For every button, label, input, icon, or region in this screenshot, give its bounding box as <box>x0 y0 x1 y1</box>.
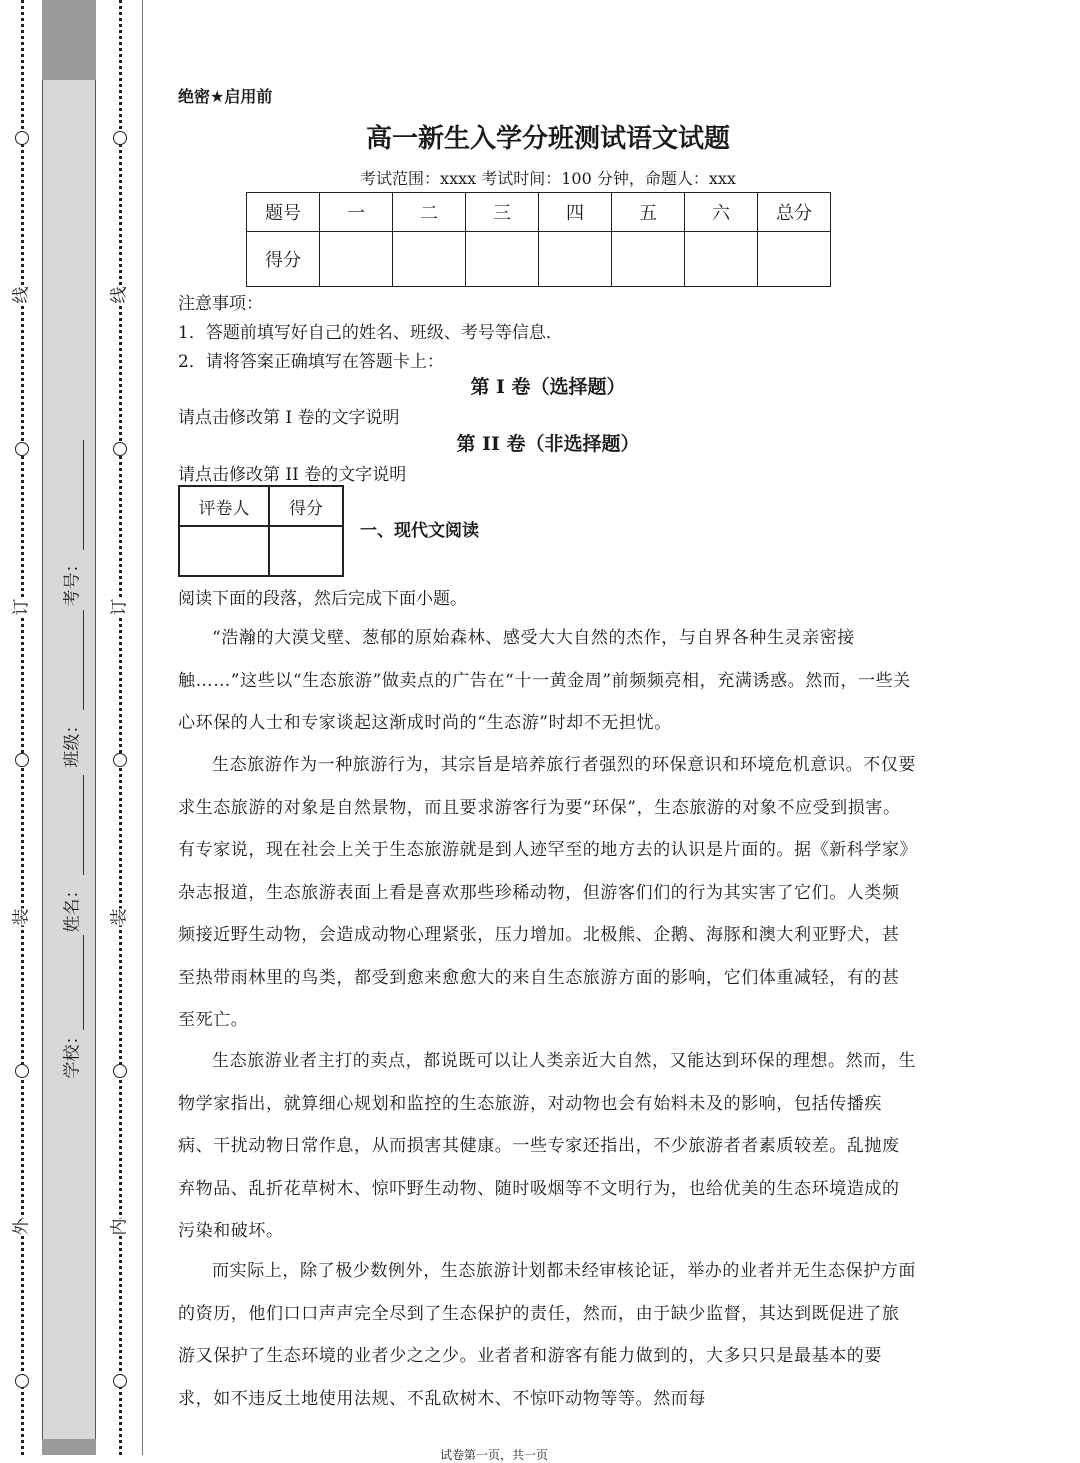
outer-label-wai: 外 <box>11 1218 32 1236</box>
field-class: 班级： <box>62 716 83 768</box>
outer-label-zhuang: 装 <box>11 908 32 926</box>
grader-score-cell[interactable] <box>269 526 343 576</box>
notes-item: 2．请将答案正确填写在答题卡上： <box>178 352 444 372</box>
binding-hole-circle <box>15 442 29 456</box>
field-class-line[interactable] <box>83 610 84 710</box>
section-1-title: 第 I 卷（选择题） <box>470 376 626 398</box>
score-table-score-row <box>247 232 831 287</box>
outer-label-xian: 线 <box>11 286 32 304</box>
outer-dotted-line <box>21 0 24 1455</box>
page-footer: 试卷第一页，共一页 <box>440 1448 549 1462</box>
notes-item: 1．答题前填写好自己的姓名、班级、考号等信息． <box>178 323 563 343</box>
score-header-cell: 四 <box>539 193 612 232</box>
field-exam-number-line[interactable] <box>83 440 84 550</box>
field-exam-number: 考号： <box>62 555 83 607</box>
reading-paragraph: “浩瀚的大漠戈壁、葱郁的原始森林、感受大大自然的杰作，与自界各种生灵亲密接触……”这些以“生态旅游”做卖点的广告在“十一黄金周”前频频亮相，充满诱惑。然而，一些关心环保的人士和专家谈起这渐成时尚的“生态游”时却不无担忧。 <box>178 628 911 733</box>
score-cell[interactable] <box>612 232 685 287</box>
binding-hole-circle <box>113 1064 127 1078</box>
field-school: 学校： <box>62 1027 83 1079</box>
score-table-header-row <box>247 193 831 232</box>
binding-hole-circle <box>15 753 29 767</box>
grader-reviewer-label: 评卷人 <box>179 486 269 526</box>
notes-title: 注意事项： <box>178 294 263 314</box>
binding-hole-circle <box>113 442 127 456</box>
inner-label-xian: 线 <box>109 286 130 304</box>
section-2-desc[interactable]: 请点击修改第 II 卷的文字说明 <box>178 465 407 485</box>
score-header-cell: 五 <box>612 193 685 232</box>
score-header-cell: 二 <box>393 193 466 232</box>
reading-instruction: 阅读下面的段落，然后完成下面小题。 <box>178 589 467 609</box>
confidential-mark: 绝密★启用前 <box>178 87 273 106</box>
reading-paragraph: 生态旅游作为一种旅游行为，其宗旨是培养旅行者强烈的环保意识和环境危机意识。不仅要求生态旅游的对象是自然景物，而且要求游客行为要“环保”，生态旅游的对象不应受到损害。有专家说，现在社会上关于生态旅游就是到人迹罕至的地方去的认识是片面的。据《新科学家》杂志报道，生态旅游表面上看是喜欢那些珍稀动物，但游客们们的行为其实害了它们。人类频频接近野生动物，会造成动物心理紧张，压力增加。北极熊、企鹅、海豚和澳大利亚野犬，甚至热带雨林里的鸟类，都受到愈来愈愈大的来自生态旅游方面的影响，它们体重减轻，有的甚至死亡。 <box>178 755 916 1030</box>
section-1-desc[interactable]: 请点击修改第 I 卷的文字说明 <box>178 408 400 428</box>
grader-score-label: 得分 <box>269 486 343 526</box>
binding-hole-circle <box>15 131 29 145</box>
score-table <box>246 192 831 287</box>
outer-label-ding: 订 <box>11 598 32 616</box>
page-edge-line <box>142 0 143 1455</box>
score-cell[interactable] <box>685 232 758 287</box>
score-header-cell: 六 <box>685 193 758 232</box>
exam-title: 高一新生入学分班测试语文试题 <box>365 124 730 154</box>
score-cell[interactable] <box>758 232 831 287</box>
score-cell[interactable] <box>539 232 612 287</box>
strip-bottom-block <box>42 1439 96 1455</box>
score-cell[interactable] <box>320 232 393 287</box>
score-header-cell: 总分 <box>758 193 831 232</box>
section-2-title: 第 II 卷（非选择题） <box>456 433 640 455</box>
field-name-line[interactable] <box>83 775 84 875</box>
grader-table <box>178 485 344 577</box>
inner-label-zhuang: 装 <box>109 908 130 926</box>
inner-label-ding: 订 <box>109 598 130 616</box>
strip-top-block <box>42 0 96 80</box>
inner-label-nei: 内 <box>109 1218 130 1236</box>
reading-paragraph: 而实际上，除了极少数例外，生态旅游计划都未经审核论证，举办的业者并无生态保护方面的资历，他们口口声声完全尽到了生态保护的责任，然而，由于缺少监督，其达到既促进了旅游又保护了生态环境的业者少之之少。业者者和游客有能力做到的，大多只只是最基本的要求，如不违反土地使用法规、不乱砍树木、不惊吓动物等等。然而每 <box>178 1261 916 1409</box>
exam-meta: 考试范围：xxxx 考试时间：100 分钟，命题人：xxx <box>360 169 736 188</box>
score-row-label: 得分 <box>247 232 320 287</box>
binding-hole-circle <box>113 131 127 145</box>
score-header-cell: 三 <box>466 193 539 232</box>
grader-reviewer-cell[interactable] <box>179 526 269 576</box>
score-cell[interactable] <box>393 232 466 287</box>
score-header-cell: 一 <box>320 193 393 232</box>
inner-dotted-line <box>119 0 122 1455</box>
binding-hole-circle <box>113 1374 127 1388</box>
field-name: 姓名： <box>62 881 83 933</box>
binding-hole-circle <box>15 1374 29 1388</box>
score-cell[interactable] <box>466 232 539 287</box>
reading-paragraph: 生态旅游业者主打的卖点，都说既可以让人类亲近大自然，又能达到环保的理想。然而，生物学家指出，就算细心规划和监控的生态旅游，对动物也会有始料未及的影响，包括传播疾病、干扰动物日常作息，从而损害其健康。一些专家还指出，不少旅游者者素质较差。乱抛废弃物品、乱折花草树木、惊吓野生动物、随时吸烟等不文明行为，也给优美的生态环境造成的污染和破坏。 <box>178 1051 916 1241</box>
field-school-line[interactable] <box>83 935 84 1030</box>
binding-hole-circle <box>15 1064 29 1078</box>
part-one-heading: 一、现代文阅读 <box>360 521 479 541</box>
score-header-cell: 题号 <box>247 193 320 232</box>
binding-hole-circle <box>113 753 127 767</box>
